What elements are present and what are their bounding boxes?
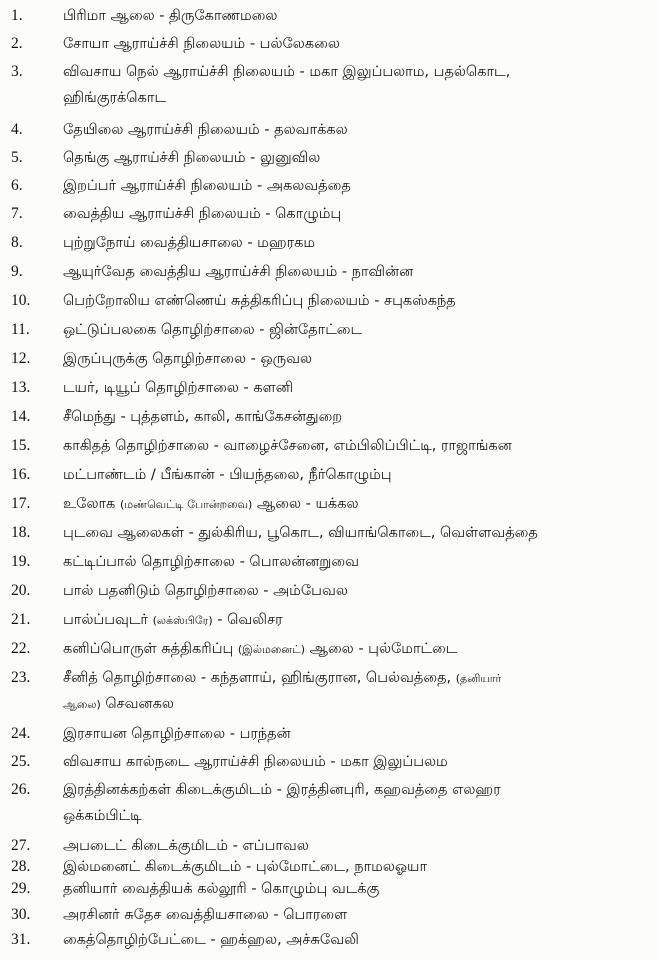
item-number: 15. bbox=[11, 437, 31, 454]
item-number: 31. bbox=[11, 931, 31, 948]
list-item-2 bbox=[0, 30, 658, 58]
list-item-19 bbox=[0, 548, 658, 576]
item-text: தெங்கு ஆராய்ச்சி நிலையம் - லுனுவில bbox=[63, 150, 321, 166]
item-text-part: கனிப்பொருள் சுத்திகரிப்பு bbox=[63, 641, 238, 657]
item-text bbox=[63, 606, 653, 635]
item-number: 20. bbox=[11, 582, 31, 599]
item-text-continued bbox=[63, 690, 653, 719]
item-text: அபடைட் கிடைக்குமிடம் - எப்பாவல bbox=[63, 838, 309, 854]
list-item-26 bbox=[0, 776, 658, 830]
list-item-17 bbox=[0, 490, 658, 518]
item-text bbox=[63, 664, 653, 693]
list-item-5 bbox=[0, 144, 658, 172]
item-number: 4. bbox=[11, 121, 23, 138]
item-text-part: ஆலை - யக்கல bbox=[252, 496, 359, 512]
item-text: பால் பதனிடும் தொழிற்சாலை - அம்பேவல bbox=[63, 583, 348, 599]
item-text: மட்பாண்டம் / பீங்கான் - பியந்தலை, நீர்கொழும்பு bbox=[63, 467, 392, 483]
item-text: இறப்பர் ஆராய்ச்சி நிலையம் - அகலவத்தை bbox=[63, 178, 351, 194]
item-text: சோயா ஆராய்ச்சி நிலையம் - பல்லேகலை bbox=[63, 36, 340, 52]
list-item-4 bbox=[0, 116, 658, 144]
item-number: 19. bbox=[11, 553, 31, 570]
item-text-note: (லக்ஸ்பிரே) bbox=[152, 614, 213, 627]
item-text-part: உலோக bbox=[63, 496, 120, 512]
list-item-15 bbox=[0, 432, 658, 460]
list-item-31 bbox=[0, 926, 658, 954]
item-text: இரசாயன தொழிற்சாலை - பரந்தன் bbox=[63, 726, 291, 742]
list-item-25 bbox=[0, 748, 658, 776]
item-text: இல்மனைட் கிடைக்குமிடம் - புல்மோட்டை, நாமலஓயா bbox=[63, 859, 428, 875]
item-number: 24. bbox=[11, 725, 31, 742]
list-item-1 bbox=[0, 2, 658, 30]
item-number: 30. bbox=[11, 906, 31, 923]
list-item-12 bbox=[0, 345, 658, 373]
item-text: கட்டிப்பால் தொழிற்சாலை - பொலன்னறுவை bbox=[63, 554, 359, 570]
item-text: வைத்திய ஆராய்ச்சி நிலையம் - கொழும்பு bbox=[63, 206, 342, 222]
item-number: 12. bbox=[11, 350, 31, 367]
list-item-7 bbox=[0, 200, 658, 228]
item-text-note: ஆலை) bbox=[63, 698, 101, 711]
item-text: இருப்புருக்கு தொழிற்சாலை - ஒருவல bbox=[63, 351, 313, 367]
item-text-part: - வெலிசர bbox=[212, 612, 283, 628]
item-text: பெற்றோலிய எண்ணெய் சுத்திகரிப்பு நிலையம் - சபுகஸ்கந்த bbox=[63, 293, 456, 309]
item-number: 28. bbox=[11, 858, 31, 875]
item-number: 22. bbox=[11, 640, 31, 657]
item-text: விவசாய நெல் ஆராய்ச்சி நிலையம் - மகா இலுப்பலாம, பதல்கொட, bbox=[63, 64, 511, 80]
item-number: 2. bbox=[11, 35, 23, 52]
item-text: தேயிலை ஆராய்ச்சி நிலையம் - தலவாக்கல bbox=[63, 122, 348, 138]
list-item-6 bbox=[0, 172, 658, 200]
list-item-11 bbox=[0, 316, 658, 344]
item-number: 26. bbox=[11, 781, 31, 798]
item-text: ஆயுர்வேத வைத்திய ஆராய்ச்சி நிலையம் - நாவின்ன bbox=[63, 264, 414, 280]
item-text: பிரிமா ஆலை - திருகோணமலை bbox=[63, 8, 278, 24]
list-item-8 bbox=[0, 229, 658, 257]
item-text: விவசாய கால்நடை ஆராய்ச்சி நிலையம் - மகா இலுப்பலம bbox=[63, 754, 448, 770]
item-text: அரசினர் சுதேச வைத்தியசாலை - பொரளை bbox=[63, 907, 348, 923]
item-text: சீமெந்து - புத்தளம், காலி, காங்கேசன்துறை bbox=[63, 409, 343, 425]
list-item-21 bbox=[0, 606, 658, 634]
item-text-part: பால்ப்பவுடர் bbox=[63, 612, 153, 628]
item-text bbox=[63, 635, 653, 664]
item-number: 3. bbox=[11, 63, 23, 80]
item-text-continued: ஹிங்குரக்கொட bbox=[63, 90, 166, 106]
list-item-9 bbox=[0, 258, 658, 286]
item-text: தனியார் வைத்தியக் கல்லூரி - கொழும்பு வடக்கு bbox=[63, 881, 380, 897]
item-number: 14. bbox=[11, 408, 31, 425]
item-number: 8. bbox=[11, 234, 23, 251]
list-item-18 bbox=[0, 519, 658, 547]
list-item-13 bbox=[0, 374, 658, 402]
item-number: 25. bbox=[11, 753, 31, 770]
item-number: 17. bbox=[11, 495, 31, 512]
list-item-20 bbox=[0, 577, 658, 605]
list-item-23 bbox=[0, 664, 658, 718]
item-number: 6. bbox=[11, 177, 23, 194]
list-item-3 bbox=[0, 58, 658, 112]
item-number: 13. bbox=[11, 379, 31, 396]
list-item-22 bbox=[0, 635, 658, 663]
item-text: இரத்தினக்கற்கள் கிடைக்குமிடம் - இரத்தினபுரி, கஹவத்தை எலஹர bbox=[63, 782, 501, 798]
item-number: 27. bbox=[11, 837, 31, 854]
list-item-10 bbox=[0, 287, 658, 315]
item-number: 5. bbox=[11, 149, 23, 166]
item-text bbox=[63, 490, 653, 519]
item-text-part: ஆலை - புல்மோட்டை bbox=[305, 641, 458, 657]
item-text: புற்றுநோய் வைத்தியசாலை - மஹரகம bbox=[63, 235, 316, 251]
list-item-30 bbox=[0, 901, 658, 929]
item-number: 21. bbox=[11, 611, 31, 628]
item-text: காகிதத் தொழிற்சாலை - வாழைச்சேனை, எம்பிலிப்பிட்டி, ராஜாங்கன bbox=[63, 438, 512, 454]
item-number: 1. bbox=[11, 7, 23, 24]
list-item-16 bbox=[0, 461, 658, 489]
item-text-part: சீனித் தொழிற்சாலை - கந்தளாய், ஹிங்குரான, பெல்வத்தை, bbox=[63, 670, 456, 686]
item-text: கைத்தொழிற்பேட்டை - ஹக்ஹல, அச்சுவேலி bbox=[63, 932, 359, 948]
item-number: 23. bbox=[11, 669, 31, 686]
item-text-part: செவனகல bbox=[100, 696, 174, 712]
item-text-note: (இல்மனைட்) bbox=[237, 643, 305, 656]
item-text-note: (மண்வெட்டி போன்றவை) bbox=[119, 498, 253, 511]
list-item-29 bbox=[0, 875, 658, 903]
item-text: புடவை ஆலைகள் - துல்கிரிய, பூகொட, வியாங்கொடை, வெள்ளவத்தை bbox=[63, 525, 538, 541]
item-number: 29. bbox=[11, 880, 31, 897]
list-item-14 bbox=[0, 403, 658, 431]
item-number: 10. bbox=[11, 292, 31, 309]
list-item-24 bbox=[0, 720, 658, 748]
item-number: 11. bbox=[11, 321, 30, 338]
item-number: 18. bbox=[11, 524, 31, 541]
item-number: 9. bbox=[11, 263, 23, 280]
item-text: டயர், டியூப் தொழிற்சாலை - களனி bbox=[63, 380, 294, 396]
item-text-continued: ஒக்கம்பிட்டி bbox=[63, 808, 142, 824]
item-text: ஒட்டுப்பலகை தொழிற்சாலை - ஜின்தோட்டை bbox=[63, 322, 363, 338]
item-text-note: (தனியார் bbox=[455, 672, 502, 685]
item-number: 7. bbox=[11, 205, 23, 222]
item-number: 16. bbox=[11, 466, 31, 483]
